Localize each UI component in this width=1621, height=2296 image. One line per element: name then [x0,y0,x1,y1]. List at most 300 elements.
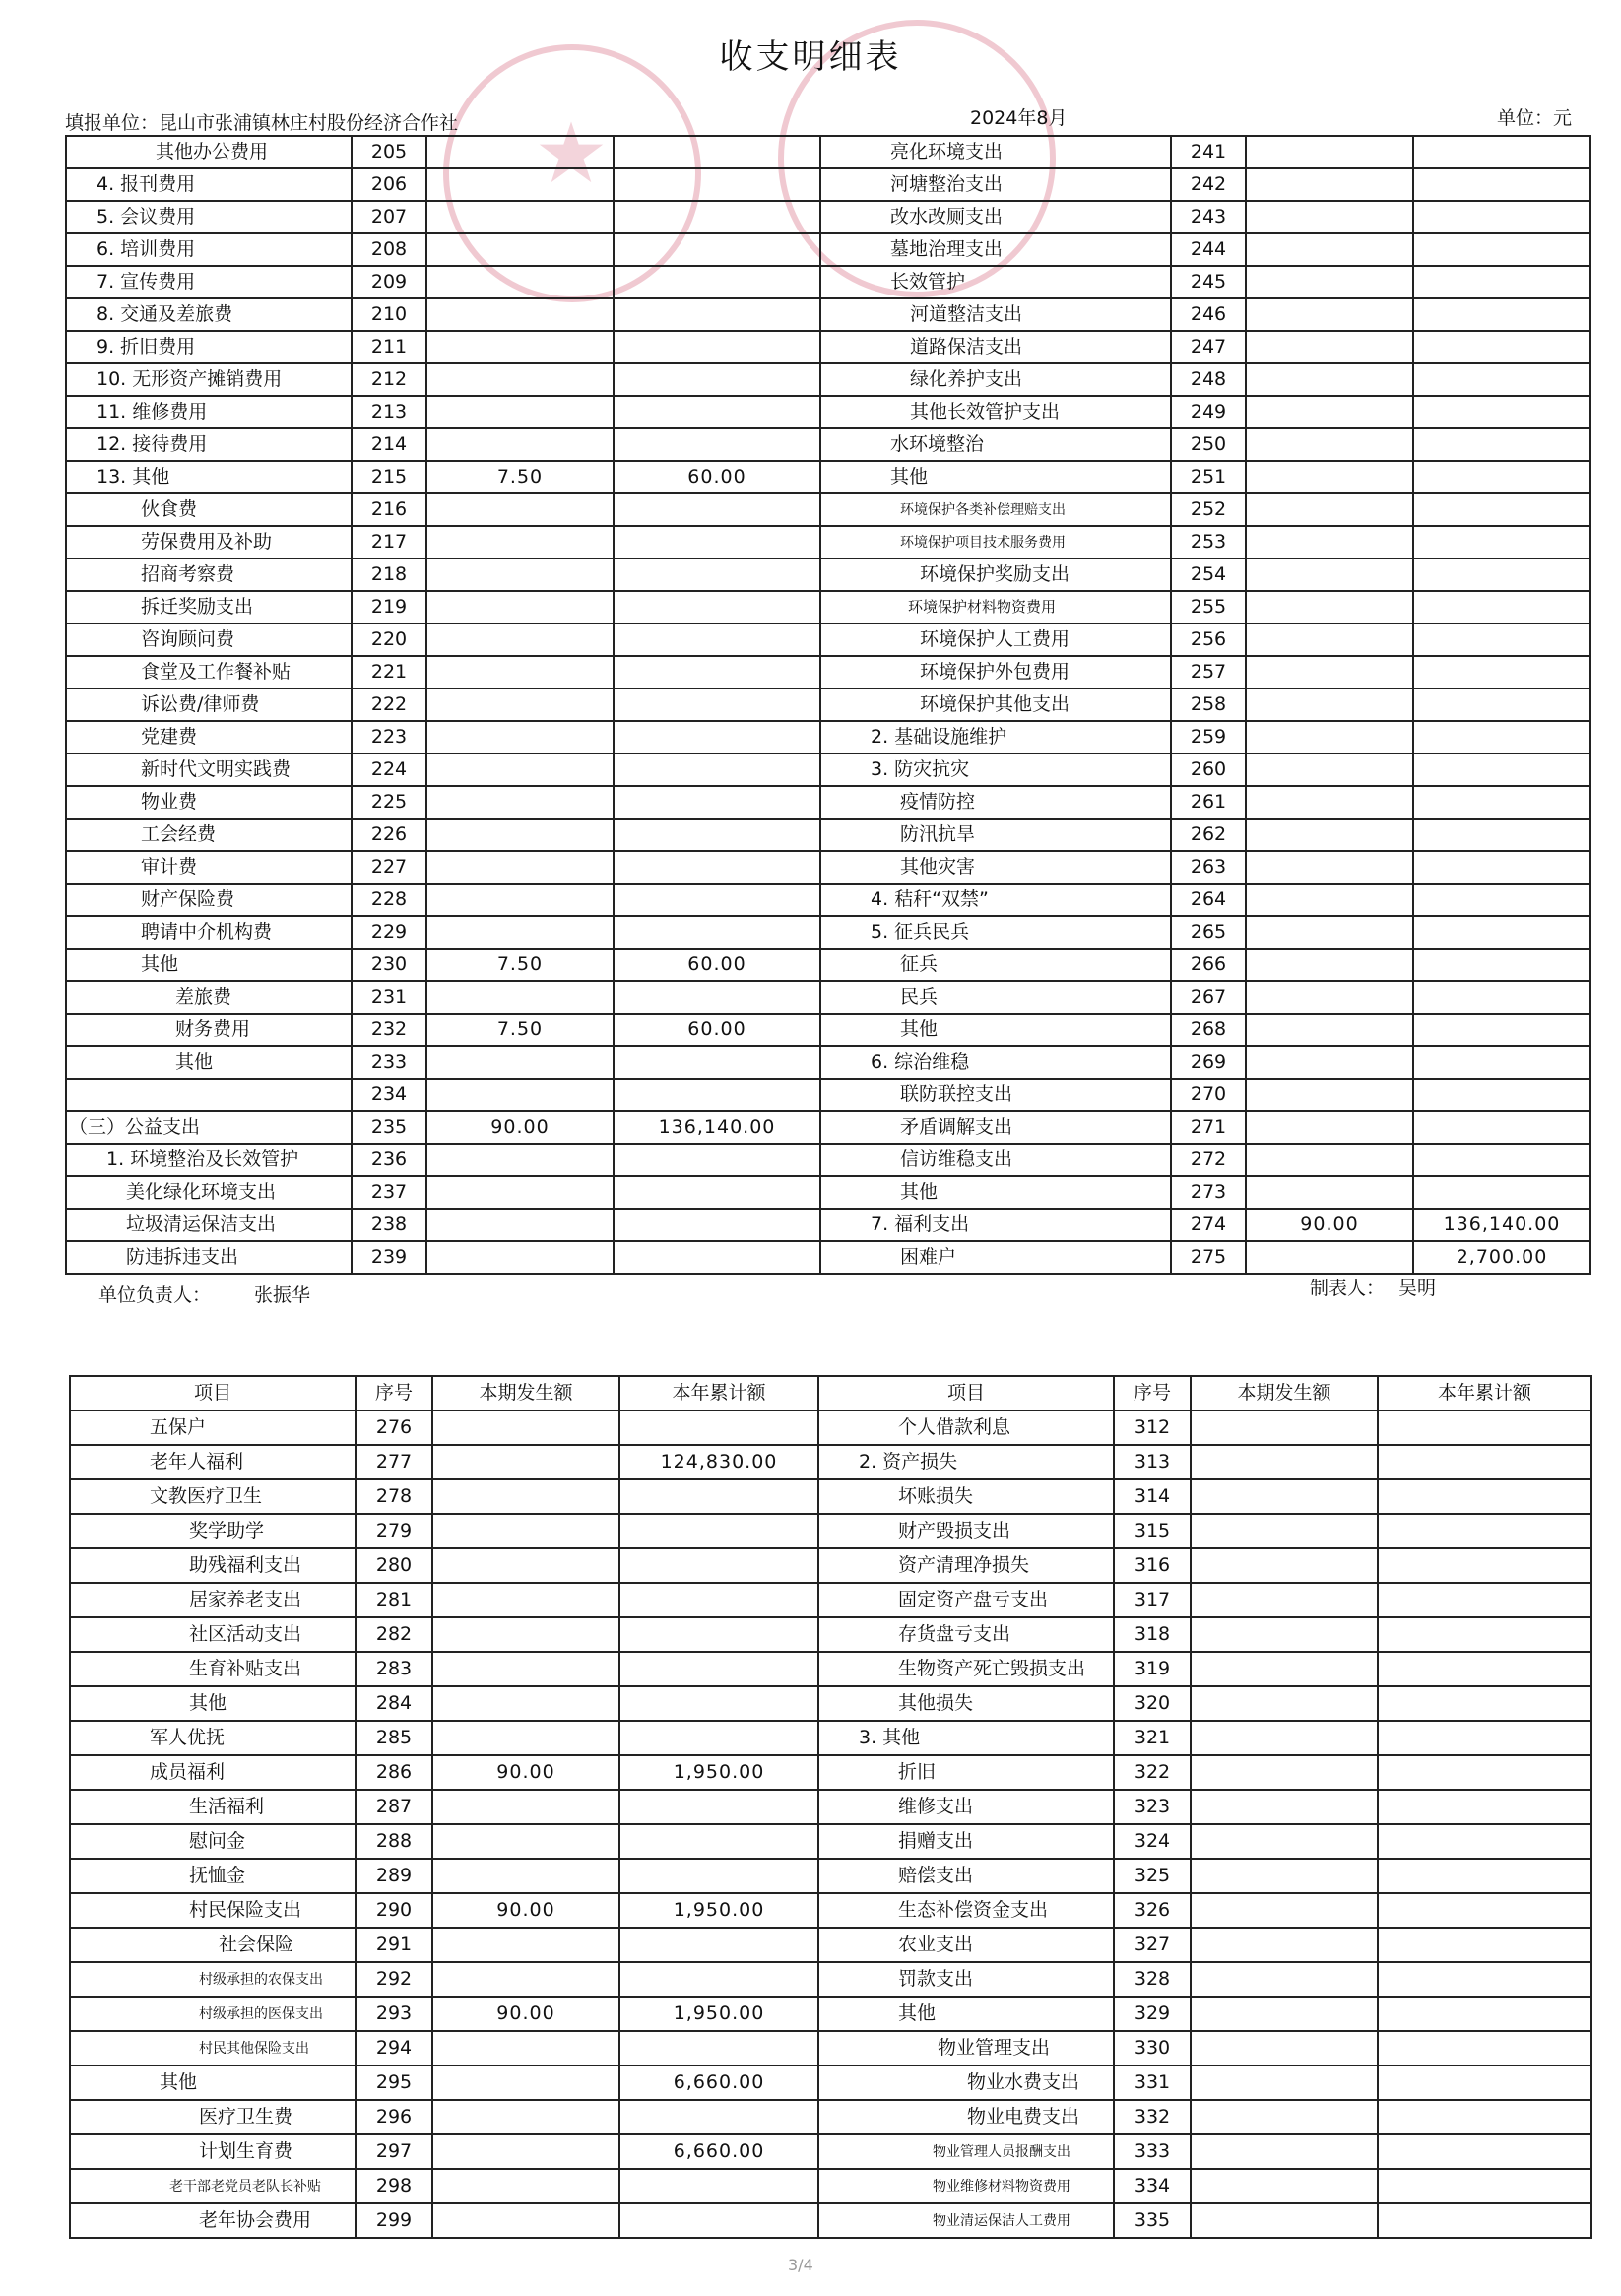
left-item-current-amount [426,298,614,331]
right-item-ytd-amount [1413,1111,1590,1144]
left-item-ytd-amount: 1,950.00 [619,1755,818,1790]
left-item-name: 审计费 [66,851,352,884]
left-item-name: 医疗卫生费 [70,2100,356,2134]
left-item-current-amount [426,331,614,363]
left-item-name: 老年人福利 [70,1445,356,1479]
right-item-current-amount [1246,363,1413,396]
right-item-seq: 252 [1171,493,1246,526]
right-item-current-amount [1191,1824,1378,1859]
left-item-current-amount [426,168,614,201]
left-item-name: 村民其他保险支出 [70,2031,356,2066]
right-item-ytd-amount [1413,266,1590,298]
right-item-ytd-amount [1413,363,1590,396]
right-item-seq: 314 [1114,1479,1191,1514]
right-item-seq: 263 [1171,851,1246,884]
right-item-name: 7. 福利支出 [820,1209,1171,1241]
income-expense-table-1 [65,135,1591,1275]
right-item-name: 其他 [820,1014,1171,1046]
right-item-current-amount [1191,2169,1378,2203]
left-item-ytd-amount: 6,660.00 [619,2134,818,2169]
right-item-seq: 242 [1171,168,1246,201]
right-item-current-amount [1246,1079,1413,1111]
table-row [66,266,1590,298]
right-item-ytd-amount [1413,949,1590,981]
right-item-name: 6. 综治维稳 [820,1046,1171,1079]
right-item-name: 4. 秸秆“双禁” [820,884,1171,916]
right-item-current-amount [1246,656,1413,689]
left-item-current-amount [426,851,614,884]
right-item-current-amount [1191,1997,1378,2031]
left-item-current-amount: 7.50 [426,949,614,981]
left-item-current-amount [432,1686,619,1721]
left-item-current-amount [426,526,614,558]
left-item-seq: 282 [356,1617,432,1652]
left-item-ytd-amount [614,884,820,916]
table-row [70,2134,1591,2169]
right-item-ytd-amount [1378,1721,1591,1755]
left-item-ytd-amount [619,2203,818,2238]
right-item-ytd-amount [1413,1014,1590,1046]
right-item-name: 物业清运保洁人工费用 [818,2203,1114,2238]
table-row [70,1893,1591,1928]
right-item-name: 亮化环境支出 [820,136,1171,168]
left-item-seq: 287 [356,1790,432,1824]
right-item-seq: 269 [1171,1046,1246,1079]
right-item-current-amount [1191,1790,1378,1824]
table-row [70,1928,1591,1962]
right-item-ytd-amount [1413,201,1590,233]
left-item-seq: 293 [356,1997,432,2031]
right-item-ytd-amount [1378,1548,1591,1583]
left-item-ytd-amount [614,396,820,428]
right-item-current-amount [1191,1410,1378,1445]
right-item-current-amount [1246,949,1413,981]
left-item-ytd-amount [619,1479,818,1514]
right-item-current-amount [1191,1962,1378,1997]
left-item-ytd-amount: 124,830.00 [619,1445,818,1479]
left-item-name: 5. 会议费用 [66,201,352,233]
left-item-name: 五保户 [70,1410,356,1445]
left-item-seq: 207 [352,201,426,233]
right-item-seq: 249 [1171,396,1246,428]
right-item-ytd-amount [1378,2169,1591,2203]
left-item-seq: 285 [356,1721,432,1755]
table-row [70,1962,1591,1997]
right-item-seq: 247 [1171,331,1246,363]
table-row [70,1583,1591,1617]
left-item-ytd-amount [614,526,820,558]
left-item-seq: 281 [356,1583,432,1617]
right-item-seq: 261 [1171,786,1246,819]
left-item-name: 4. 报刊费用 [66,168,352,201]
right-item-seq: 322 [1114,1755,1191,1790]
right-item-current-amount [1246,201,1413,233]
right-item-seq: 334 [1114,2169,1191,2203]
right-item-ytd-amount [1378,2100,1591,2134]
right-item-seq: 268 [1171,1014,1246,1046]
right-item-ytd-amount [1413,526,1590,558]
left-item-seq: 291 [356,1928,432,1962]
table-row [66,1046,1590,1079]
left-item-name: 奖学助学 [70,1514,356,1548]
right-item-name: 其他损失 [818,1686,1114,1721]
left-item-seq: 228 [352,884,426,916]
table-row [66,461,1590,493]
left-item-ytd-amount [619,1686,818,1721]
table-row [66,754,1590,786]
left-item-ytd-amount: 1,950.00 [619,1997,818,2031]
left-item-name: 居家养老支出 [70,1583,356,1617]
table-row [66,558,1590,591]
right-item-seq: 256 [1171,623,1246,656]
left-item-seq: 288 [356,1824,432,1859]
right-item-seq: 264 [1171,884,1246,916]
right-item-current-amount [1191,1859,1378,1893]
left-item-current-amount [432,1652,619,1686]
unit-head-name: 张振华 [254,1284,311,1306]
right-item-name: 绿化养护支出 [820,363,1171,396]
table-row [66,884,1590,916]
right-item-seq: 316 [1114,1548,1191,1583]
left-item-current-amount [432,1824,619,1859]
right-item-seq: 266 [1171,949,1246,981]
left-item-seq: 296 [356,2100,432,2134]
table-row [66,1176,1590,1209]
right-item-current-amount [1246,298,1413,331]
right-item-ytd-amount [1413,233,1590,266]
right-item-ytd-amount [1413,298,1590,331]
left-item-ytd-amount [614,136,820,168]
right-item-name: 矛盾调解支出 [820,1111,1171,1144]
right-item-name: 生物资产死亡毁损支出 [818,1652,1114,1686]
left-item-name: 12. 接待费用 [66,428,352,461]
table-row [70,1997,1591,2031]
right-item-current-amount [1246,558,1413,591]
right-item-name: 水环境整治 [820,428,1171,461]
table-row [70,1790,1591,1824]
right-item-ytd-amount [1413,656,1590,689]
right-item-current-amount [1246,623,1413,656]
left-item-current-amount [432,2066,619,2100]
right-item-ytd-amount [1413,819,1590,851]
right-item-name: 困难户 [820,1241,1171,1274]
left-item-ytd-amount [614,1046,820,1079]
table-row [66,298,1590,331]
left-item-name: （三）公益支出 [66,1111,352,1144]
right-item-seq: 248 [1171,363,1246,396]
right-item-seq: 324 [1114,1824,1191,1859]
right-item-ytd-amount [1378,1479,1591,1514]
left-item-name: 9. 折旧费用 [66,331,352,363]
left-item-ytd-amount [619,2031,818,2066]
right-item-current-amount [1246,884,1413,916]
left-item-current-amount: 7.50 [426,1014,614,1046]
table-row [66,981,1590,1014]
table-row [66,493,1590,526]
left-item-current-amount [426,1046,614,1079]
right-item-name: 农业支出 [818,1928,1114,1962]
left-item-seq: 236 [352,1144,426,1176]
table-row [66,1209,1590,1241]
table-row [66,689,1590,721]
right-item-seq: 258 [1171,689,1246,721]
left-item-name: 其他 [66,949,352,981]
left-item-current-amount [426,1241,614,1274]
left-item-ytd-amount [614,363,820,396]
left-item-current-amount [432,1548,619,1583]
left-item-seq: 212 [352,363,426,396]
left-item-seq: 299 [356,2203,432,2238]
left-item-name: 其他办公费用 [66,136,352,168]
left-item-current-amount [426,656,614,689]
right-item-name: 赔偿支出 [818,1859,1114,1893]
right-item-current-amount [1191,1548,1378,1583]
page-number: 3/4 [788,2256,813,2274]
right-item-ytd-amount [1378,1755,1591,1790]
left-item-name: 财务费用 [66,1014,352,1046]
table-row [66,819,1590,851]
right-item-seq: 255 [1171,591,1246,623]
left-item-name: 老干部老党员老队长补贴 [70,2169,356,2203]
right-item-ytd-amount [1378,1962,1591,1997]
table-header-row [70,1376,1591,1410]
table-row [66,1241,1590,1274]
table-row [66,331,1590,363]
right-item-current-amount [1246,168,1413,201]
left-item-seq: 221 [352,656,426,689]
right-item-ytd-amount [1413,168,1590,201]
left-item-seq: 215 [352,461,426,493]
right-item-ytd-amount [1413,428,1590,461]
right-item-ytd-amount [1413,623,1590,656]
left-item-name: 工会经费 [66,819,352,851]
right-item-seq: 273 [1171,1176,1246,1209]
preparer-label: 制表人： [1310,1278,1386,1299]
right-item-seq: 275 [1171,1241,1246,1274]
left-item-name: 村民保险支出 [70,1893,356,1928]
right-item-ytd-amount [1378,1859,1591,1893]
right-item-name: 信访维稳支出 [820,1144,1171,1176]
left-item-ytd-amount [619,1962,818,1997]
right-item-seq: 271 [1171,1111,1246,1144]
left-item-seq: 294 [356,2031,432,2066]
right-item-seq: 244 [1171,233,1246,266]
left-item-name: 10. 无形资产摊销费用 [66,363,352,396]
left-item-seq: 232 [352,1014,426,1046]
right-item-current-amount [1246,819,1413,851]
right-item-ytd-amount [1413,851,1590,884]
left-item-ytd-amount [614,981,820,1014]
left-item-ytd-amount [614,558,820,591]
right-item-name: 联防联控支出 [820,1079,1171,1111]
left-item-current-amount: 90.00 [432,1755,619,1790]
left-item-seq: 214 [352,428,426,461]
right-item-name: 河塘整治支出 [820,168,1171,201]
right-item-current-amount [1246,396,1413,428]
left-item-ytd-amount [619,1790,818,1824]
left-item-name: 成员福利 [70,1755,356,1790]
right-item-name: 折旧 [818,1755,1114,1790]
left-item-current-amount [426,233,614,266]
table-row [66,233,1590,266]
right-item-name: 墓地治理支出 [820,233,1171,266]
left-item-ytd-amount [619,1548,818,1583]
left-item-seq: 208 [352,233,426,266]
left-item-name: 财产保险费 [66,884,352,916]
right-item-ytd-amount [1413,1144,1590,1176]
right-item-name: 河道整洁支出 [820,298,1171,331]
right-item-current-amount [1191,1928,1378,1962]
left-item-ytd-amount: 6,660.00 [619,2066,818,2100]
right-item-ytd-amount [1413,884,1590,916]
column-header: 本年累计额 [1378,1376,1591,1410]
table-row [66,1014,1590,1046]
right-item-ytd-amount [1378,1928,1591,1962]
table-row [66,1111,1590,1144]
table-row [70,2100,1591,2134]
left-item-ytd-amount [619,2100,818,2134]
table-row [66,656,1590,689]
left-item-seq: 233 [352,1046,426,1079]
right-item-seq: 272 [1171,1144,1246,1176]
right-item-seq: 319 [1114,1652,1191,1686]
left-item-name: 咨询顾问费 [66,623,352,656]
right-item-seq: 329 [1114,1997,1191,2031]
right-item-name: 环境保护其他支出 [820,689,1171,721]
left-item-seq: 298 [356,2169,432,2203]
left-item-name: 垃圾清运保洁支出 [66,1209,352,1241]
left-item-name: 防违拆违支出 [66,1241,352,1274]
right-item-name: 维修支出 [818,1790,1114,1824]
left-item-current-amount [432,2031,619,2066]
table-row [70,2031,1591,2066]
left-item-ytd-amount [614,1079,820,1111]
right-item-seq: 317 [1114,1583,1191,1617]
right-item-seq: 326 [1114,1893,1191,1928]
table-row [70,2169,1591,2203]
left-item-ytd-amount [614,493,820,526]
left-item-current-amount [426,396,614,428]
left-item-name: 社会保险 [70,1928,356,1962]
left-item-current-amount [432,1859,619,1893]
table-row [66,949,1590,981]
right-item-seq: 241 [1171,136,1246,168]
left-item-current-amount [432,2169,619,2203]
table-row [66,168,1590,201]
left-item-current-amount [426,819,614,851]
left-item-seq: 213 [352,396,426,428]
left-item-ytd-amount [619,1824,818,1859]
left-item-name: 文教医疗卫生 [70,1479,356,1514]
left-item-seq: 289 [356,1859,432,1893]
right-item-name: 环境保护外包费用 [820,656,1171,689]
right-item-name: 资产清理净损失 [818,1548,1114,1583]
right-item-current-amount [1246,786,1413,819]
right-item-ytd-amount [1413,591,1590,623]
left-item-ytd-amount [619,1583,818,1617]
table-row [70,2203,1591,2238]
left-item-current-amount [426,1079,614,1111]
right-item-current-amount [1191,1893,1378,1928]
table-row [66,916,1590,949]
left-item-current-amount [432,2100,619,2134]
right-item-current-amount [1191,1583,1378,1617]
right-item-name: 财产毁损支出 [818,1514,1114,1548]
right-item-current-amount [1246,1111,1413,1144]
right-item-name: 道路保洁支出 [820,331,1171,363]
right-item-current-amount [1246,1046,1413,1079]
left-item-ytd-amount [614,1209,820,1241]
left-item-seq: 284 [356,1686,432,1721]
left-item-name: 计划生育费 [70,2134,356,2169]
left-item-ytd-amount [614,1241,820,1274]
left-item-seq: 237 [352,1176,426,1209]
right-item-current-amount [1246,754,1413,786]
right-item-name: 征兵 [820,949,1171,981]
right-item-current-amount [1246,526,1413,558]
left-item-seq: 225 [352,786,426,819]
left-item-name: 招商考察费 [66,558,352,591]
left-item-current-amount [432,1790,619,1824]
left-item-name: 物业费 [66,786,352,819]
left-item-seq: 286 [356,1755,432,1790]
right-item-ytd-amount [1413,493,1590,526]
left-item-current-amount [432,1617,619,1652]
left-item-ytd-amount [614,168,820,201]
left-item-current-amount: 90.00 [432,1997,619,2031]
left-item-current-amount [426,981,614,1014]
right-item-seq: 330 [1114,2031,1191,2066]
unit-head-label: 单位负责人： [98,1284,212,1306]
right-item-ytd-amount [1413,721,1590,754]
right-item-seq: 321 [1114,1721,1191,1755]
right-item-current-amount [1191,2066,1378,2100]
right-item-name: 民兵 [820,981,1171,1014]
right-item-current-amount [1246,916,1413,949]
left-item-ytd-amount: 60.00 [614,1014,820,1046]
left-item-name: 新时代文明实践费 [66,754,352,786]
left-item-seq: 227 [352,851,426,884]
left-item-name: 村级承担的医保支出 [70,1997,356,2031]
left-item-seq: 226 [352,819,426,851]
right-item-seq: 328 [1114,1962,1191,1997]
right-item-name: 生态补偿资金支出 [818,1893,1114,1928]
column-header: 项目 [818,1376,1114,1410]
right-item-current-amount [1246,689,1413,721]
table-row [66,1079,1590,1111]
left-item-current-amount [426,266,614,298]
table-row [66,851,1590,884]
left-item-ytd-amount [614,656,820,689]
table-row [70,1514,1591,1548]
right-item-ytd-amount [1378,1652,1591,1686]
table-row [66,1144,1590,1176]
table-row [70,1548,1591,1583]
left-item-seq: 279 [356,1514,432,1548]
table-row [70,1479,1591,1514]
right-item-ytd-amount [1413,1079,1590,1111]
right-item-name: 环境保护人工费用 [820,623,1171,656]
left-item-name: 6. 培训费用 [66,233,352,266]
right-item-ytd-amount [1378,2066,1591,2100]
right-item-name: 5. 征兵民兵 [820,916,1171,949]
right-item-name: 环境保护各类补偿理赔支出 [820,493,1171,526]
right-item-current-amount [1191,2031,1378,2066]
right-item-seq: 253 [1171,526,1246,558]
right-item-ytd-amount [1378,1410,1591,1445]
left-item-ytd-amount [619,1721,818,1755]
left-item-current-amount [426,1144,614,1176]
